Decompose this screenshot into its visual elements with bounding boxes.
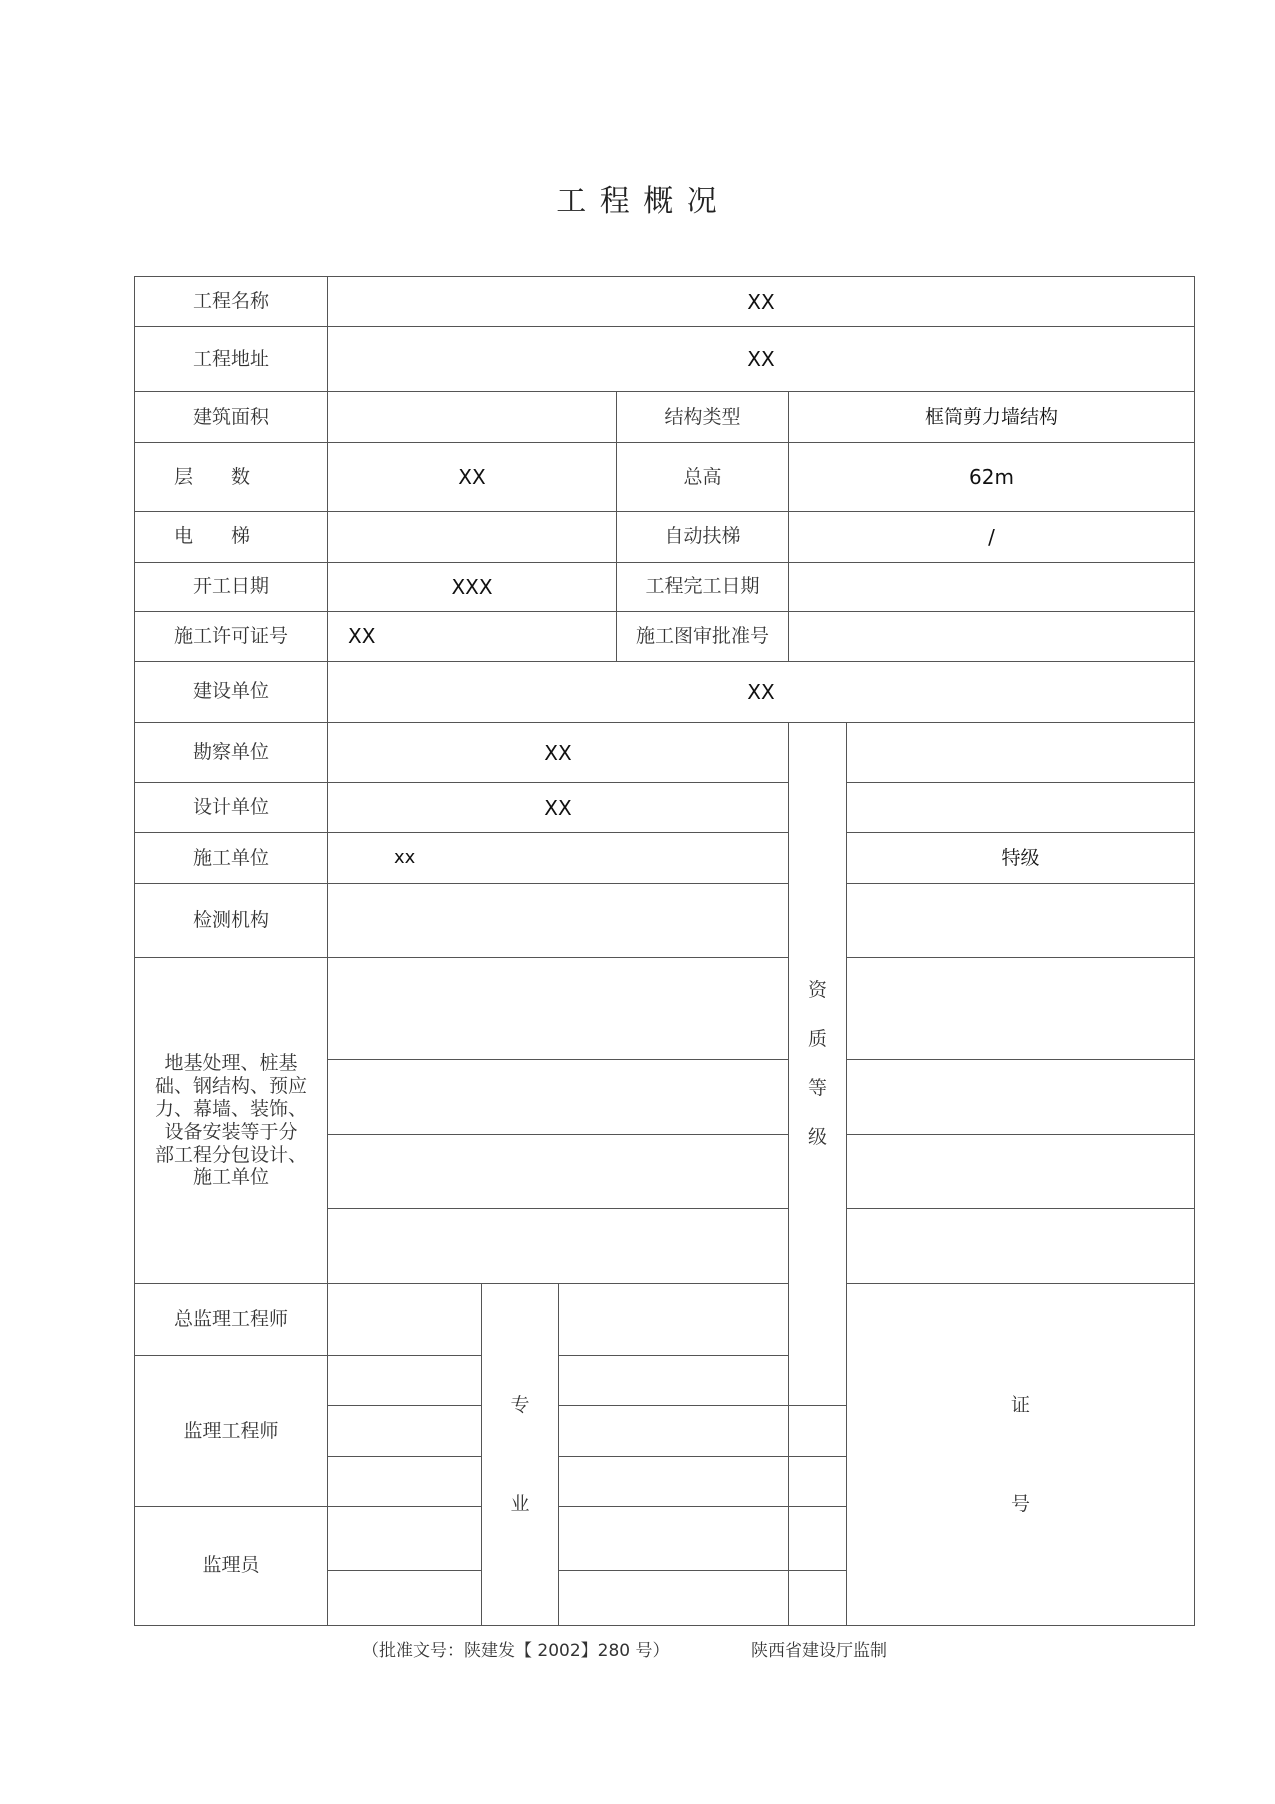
subcontract-label-line: 施工单位 — [192, 1166, 269, 1189]
completion-date-value — [789, 562, 1195, 611]
elevator-value — [328, 511, 617, 562]
project-address-value: XX — [328, 327, 1195, 392]
total-height-label: 总高 — [617, 443, 789, 511]
escalator-label: 自动扶梯 — [617, 511, 789, 562]
construction-unit-label: 建设单位 — [135, 661, 328, 722]
page-title: 工 程 概 况 — [556, 184, 719, 219]
supervisor-engineer-name-2 — [328, 1406, 482, 1456]
project-name-value: XX — [328, 277, 1195, 327]
project-overview-table — [134, 276, 1195, 1626]
design-unit-label: 设计单位 — [135, 783, 328, 833]
subcontract-label-line: 础、钢结构、预应 — [154, 1075, 307, 1098]
certificate-char: 号 — [1010, 1492, 1030, 1515]
subcontract-qualification-2 — [847, 1059, 1195, 1134]
floors-value: XX — [328, 443, 617, 511]
subcontract-qualification-4 — [847, 1208, 1195, 1283]
escalator-value: / — [789, 511, 1195, 562]
approval-document-note: （批准文号：陕建发【 2002】280 号） — [362, 1641, 670, 1661]
testing-agency-label: 检测机构 — [135, 884, 328, 958]
building-area-value — [328, 392, 617, 443]
elevator-label: 电梯 — [135, 511, 328, 562]
subcontract-qualification-1 — [847, 958, 1195, 1059]
construction-unit-value: XX — [328, 661, 1195, 722]
floors-label: 层数 — [135, 443, 328, 511]
subcontract-label — [135, 958, 328, 1284]
subcontract-label-line: 力、幕墙、装饰、 — [154, 1097, 307, 1120]
qualification-header — [789, 722, 847, 1405]
supervisor-engineer-certificate-2 — [789, 1406, 847, 1456]
certificate-header — [847, 1284, 1195, 1626]
qualification-char: 资 — [807, 979, 827, 1002]
drawing-approval-no-label: 施工图审批准号 — [617, 611, 789, 661]
building-area-label: 建筑面积 — [135, 392, 328, 443]
subcontract-unit-2 — [328, 1059, 789, 1134]
permit-no-value: XX — [328, 611, 617, 661]
permit-no-label: 施工许可证号 — [135, 611, 328, 661]
subcontract-unit-3 — [328, 1134, 789, 1208]
specialty-char: 专 — [510, 1393, 530, 1416]
start-date-value: XXX — [328, 562, 617, 611]
specialty-char: 业 — [510, 1492, 530, 1515]
qualification-char: 等 — [807, 1077, 827, 1100]
supervisor-engineer-specialty-2 — [559, 1406, 789, 1456]
certificate-char: 证 — [1010, 1393, 1030, 1416]
issuer-note: 陕西省建设厅监制 — [751, 1641, 887, 1661]
project-address-label: 工程地址 — [135, 327, 328, 392]
design-unit-value: XX — [328, 783, 789, 833]
supervisor-specialty-2 — [559, 1570, 789, 1625]
subcontract-label-line: 地基处理、桩基 — [164, 1052, 298, 1075]
subcontract-unit-4 — [328, 1208, 789, 1283]
contractor-qualification: 特级 — [847, 833, 1195, 884]
structure-type-value: 框筒剪力墙结构 — [789, 392, 1195, 443]
subcontract-label-line: 设备安装等于分 — [164, 1120, 298, 1143]
survey-unit-qualification — [847, 722, 1195, 782]
supervisor-engineer-name-1 — [328, 1356, 482, 1406]
drawing-approval-no-value — [789, 611, 1195, 661]
testing-agency-qualification — [847, 884, 1195, 958]
structure-type-label: 结构类型 — [617, 392, 789, 443]
supervisor-certificate-2 — [789, 1570, 847, 1625]
supervisor-name-1 — [328, 1506, 482, 1570]
supervisor-engineer-specialty-3 — [559, 1456, 789, 1506]
testing-agency-value — [328, 884, 789, 958]
chief-supervisor-label: 总监理工程师 — [135, 1284, 328, 1356]
project-name-label: 工程名称 — [135, 277, 328, 327]
supervisor-engineer-label: 监理工程师 — [135, 1356, 328, 1506]
total-height-value: 62m — [789, 443, 1195, 511]
chief-supervisor-name — [328, 1284, 482, 1356]
start-date-label: 开工日期 — [135, 562, 328, 611]
supervisor-engineer-certificate-3 — [789, 1456, 847, 1506]
specialty-header — [482, 1284, 559, 1626]
contractor-label: 施工单位 — [135, 833, 328, 884]
qualification-char: 质 — [807, 1028, 827, 1051]
supervisor-name-2 — [328, 1570, 482, 1625]
supervisor-engineer-name-3 — [328, 1456, 482, 1506]
contractor-value: xx — [328, 833, 789, 884]
supervisor-label: 监理员 — [135, 1506, 328, 1625]
subcontract-qualification-3 — [847, 1134, 1195, 1208]
chief-supervisor-specialty — [559, 1284, 789, 1356]
subcontract-label-line: 部工程分包设计、 — [154, 1143, 307, 1166]
supervisor-specialty-1 — [559, 1506, 789, 1570]
completion-date-label: 工程完工日期 — [617, 562, 789, 611]
subcontract-unit-1 — [328, 958, 789, 1059]
survey-unit-value: XX — [328, 722, 789, 782]
supervisor-engineer-specialty-1 — [559, 1356, 789, 1406]
design-unit-qualification — [847, 783, 1195, 833]
qualification-char: 级 — [807, 1126, 827, 1149]
supervisor-certificate-1 — [789, 1506, 847, 1570]
survey-unit-label: 勘察单位 — [135, 722, 328, 782]
